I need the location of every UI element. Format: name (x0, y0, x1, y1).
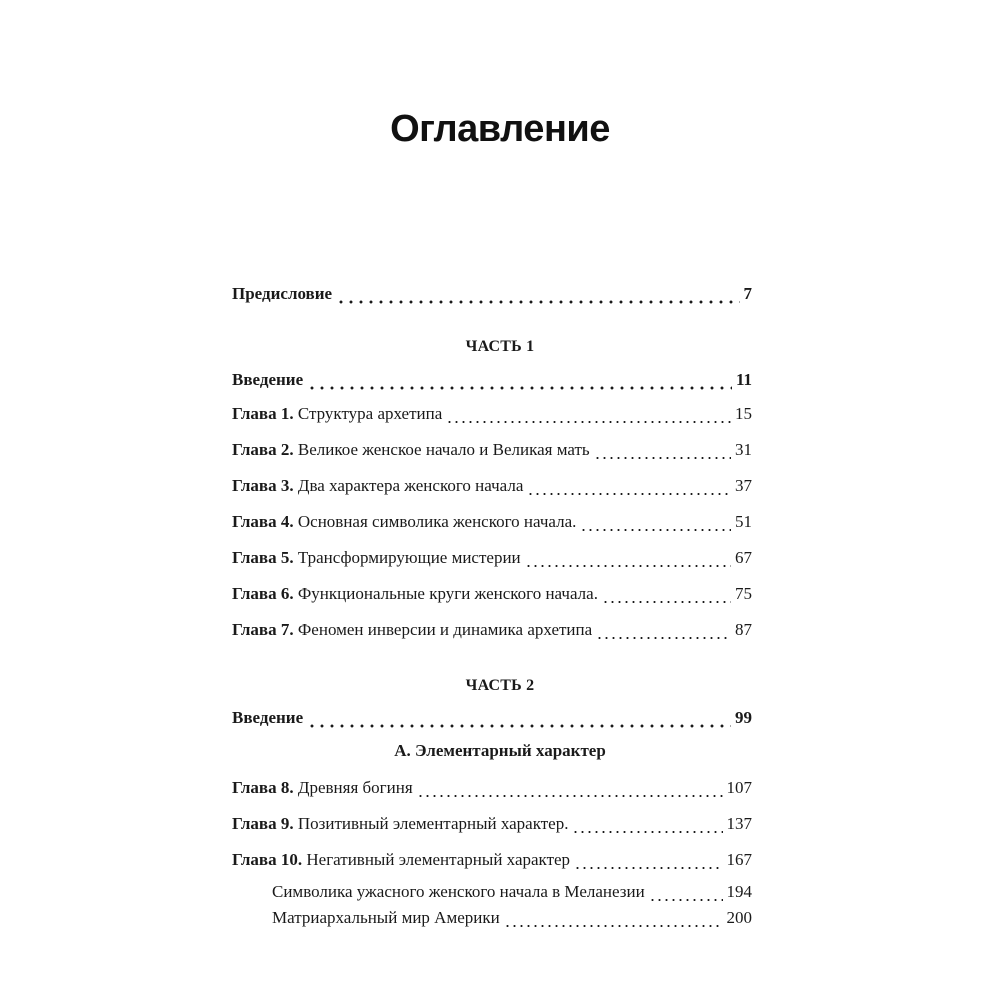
toc-entry-chapter-7[interactable] (232, 617, 752, 643)
chapter-number: Глава 8. (232, 778, 294, 797)
dot-leader (527, 473, 731, 499)
toc-entry-chapter-3[interactable] (232, 473, 752, 499)
chapter-number: Глава 5. (232, 548, 294, 567)
chapter-title: Феномен инверсии и динамика архетипа (297, 620, 593, 639)
toc-entry-page: 200 (726, 908, 752, 927)
toc-entry-chapter-2[interactable] (232, 437, 752, 463)
chapter-number: Глава 9. (232, 814, 294, 833)
part-heading-2: ЧАСТЬ 2 (465, 677, 535, 694)
chapter-title: Негативный элементарный характер (306, 850, 571, 869)
dot-leader (336, 281, 739, 307)
toc-entry-page: 167 (726, 850, 752, 869)
toc-entry-page: 37 (735, 476, 752, 495)
toc-entry-page: 87 (735, 620, 752, 639)
toc-entry-label: Предисловие (232, 284, 333, 303)
toc-entry-page: 15 (735, 404, 752, 423)
dot-leader (504, 905, 723, 931)
dot-leader (574, 847, 722, 873)
chapter-number: Глава 3. (232, 476, 294, 495)
toc-entry-page: 67 (735, 548, 752, 567)
page-title: Оглавление (390, 108, 610, 150)
toc-entry-chapter-6[interactable] (232, 581, 752, 607)
chapter-number: Глава 10. (232, 850, 303, 869)
chapter-title: Два характера женского начала (297, 476, 524, 495)
toc-entry-chapter-4[interactable] (232, 509, 752, 535)
toc-entry-page: 194 (726, 882, 752, 901)
toc-entry-page: 107 (726, 778, 752, 797)
dot-leader (307, 367, 732, 393)
toc-entry-part1-intro[interactable] (232, 367, 752, 393)
toc-entry-page: 31 (735, 440, 752, 459)
toc-entry-chapter-5[interactable] (232, 545, 752, 571)
chapter-number: Глава 7. (232, 620, 294, 639)
dot-leader (602, 581, 731, 607)
chapter-title: Древняя богиня (297, 778, 413, 797)
dot-leader (580, 509, 731, 535)
toc-entry-part2-intro[interactable] (232, 705, 752, 731)
dot-leader (594, 437, 731, 463)
chapter-number: Глава 6. (232, 584, 294, 603)
dot-leader (596, 617, 731, 643)
chapter-title: Позитивный элементарный характер. (297, 814, 569, 833)
toc-entry-page: 11 (735, 370, 752, 389)
dot-leader (417, 775, 723, 801)
chapter-title: Структура архетипа (297, 404, 443, 423)
toc-entry-page: 75 (735, 584, 752, 603)
toc-subentry-america[interactable] (272, 905, 752, 931)
chapter-title: Основная символика женского начала. (297, 512, 577, 531)
subsection-title: Матриархальный мир Америки (272, 908, 500, 927)
toc-entry-page: 99 (735, 708, 752, 727)
dot-leader (649, 879, 723, 905)
chapter-number: Глава 2. (232, 440, 294, 459)
toc-entry-label: Введение (232, 708, 304, 727)
section-heading: А. Элементарный характер (394, 741, 606, 760)
dot-leader (525, 545, 731, 571)
chapter-number: Глава 4. (232, 512, 294, 531)
dot-leader (572, 811, 722, 837)
toc-entry-chapter-9[interactable] (232, 811, 752, 837)
part-heading-1: ЧАСТЬ 1 (465, 338, 535, 355)
toc-subentry-melanesia[interactable] (272, 879, 752, 905)
chapter-title: Трансформирующие мистерии (297, 548, 521, 567)
toc-entry-label: Введение (232, 370, 304, 389)
chapter-number: Глава 1. (232, 404, 294, 423)
chapter-title: Великое женское начало и Великая мать (297, 440, 590, 459)
toc-entry-preface[interactable] (232, 281, 752, 307)
chapter-title: Функциональные круги женского начала. (297, 584, 598, 603)
toc-entry-page: 51 (735, 512, 752, 531)
toc-entry-page: 7 (743, 284, 752, 303)
subsection-title: Символика ужасного женского начала в Меланезии (272, 882, 645, 901)
toc-entry-page: 137 (726, 814, 752, 833)
toc-entry-chapter-1[interactable] (232, 401, 752, 427)
toc-entry-chapter-10[interactable] (232, 847, 752, 873)
dot-leader (446, 401, 731, 427)
toc-entry-chapter-8[interactable] (232, 775, 752, 801)
dot-leader (307, 705, 731, 731)
